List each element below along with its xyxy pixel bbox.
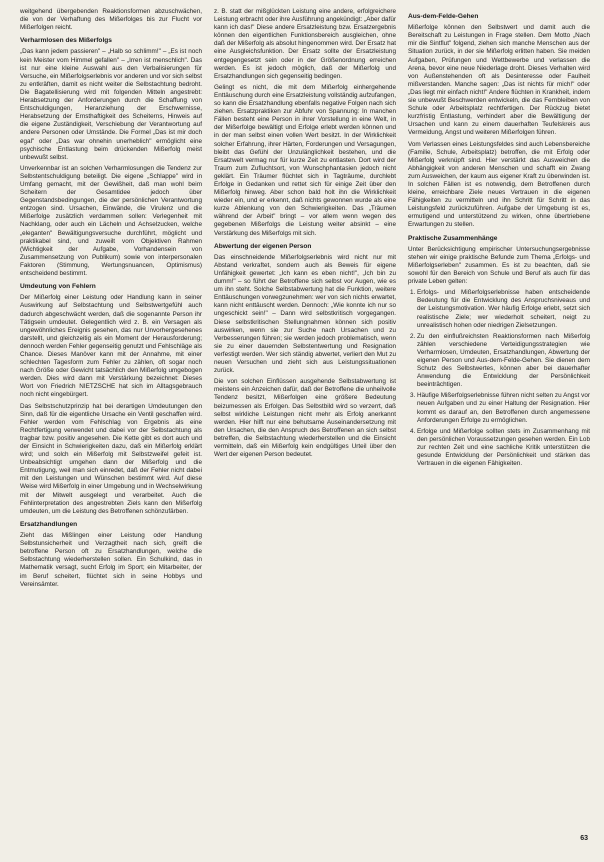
numbered-list (408, 289, 590, 468)
paragraph: Vom Verlassen eines Leistungsfeldes sind auch Lebensbereiche (Familie, Schule, Arbeitsplatz) betroffen, die mit Erfolg oder Mißerfolg verknüpft sind. Hier verstärkt das Ausweichen die Abhängigkeit von anderen Menschen und schafft ein Zwang zum Ausweichen, der kaum aus eigener Kraft zu überwinden ist. In solchen Fällen ist es notwendig, dem Betroffenen durch kleine, erreichbare Ziele neues Vertrauen in die eigenen Fähigkeiten zu vermitteln und ihn Schritt für Schritt in das Leistungsfeld zurückzuführen. Aufgabe der Umgebung ist es, ermutigend und unterstützend zu wirken, ohne übertriebene Erwartungen zu stellen. (408, 140, 590, 229)
list-item: 1. Erfolgs- und Mißerfolgserlebnisse haben entscheidende Bedeutung für die Entwicklung des Anspruchsniveaus und der Leistungsmotivation. Wer häufig Erfolge erlebt, setzt sich realistische Ziele; wer wiederholt scheitert, neigt zu unrealistisch hohen oder niedrigen Zielsetzungen. (417, 289, 590, 329)
column-middle (214, 8, 396, 828)
paragraph: Das einschneidende Mißerfolgserlebnis wird nicht nur mit Abstand verkraftet, sondern auch als Beweis für eigene Unfähigkeit gewertet: „Ich kann es eben nicht!", „Ich bin zu dumm!" – so führt der Betroffene sich selbst vor Augen, wie es um ihn steht. Solche Selbstabwertung hat die Funktion, weitere Enttäuschungen vorwegzunehmen: wer von sich nichts erwartet, kann nicht enttäuscht werden. Dennoch: „Wie konnte ich nur so ungeschickt sein!" – Dann wird selbstkritisch vorgegangen. Diese selbstkritischen Stellungnahmen können sich positiv auswirken, wenn sie zur Suche nach Ursachen und zu Verbesserungen führen; sie werden jedoch problematisch, wenn sie zu einer dauernden Selbstentwertung und Resignation verfestigt werden. Wer sich ständig abwertet, verliert den Mut zu neuen Versuchen und zieht sich aus Leistungssituationen zurück. (214, 253, 396, 375)
list-item: 4. Erfolge und Mißerfolge sollten stets im Zusammenhang mit den persönlichen Voraussetzungen gesehen werden. Ein Lob zur rechten Zeit und eine sachliche Kritik unterstützen die gesunde Entwicklung der Persönlichkeit und stärken das Vertrauen in die eigenen Fähigkeiten. (417, 428, 590, 468)
paragraph: Mißerfolge können den Selbstwert und damit auch die Bereitschaft zu Leistungen in Frage stellen. Dem Motto „Nach mir die Sintflut" folgend, ziehen sich manche Menschen aus der Situation zurück, in der sie Mißerfolg erlitten haben. Sie meiden Aufgaben, Prüfungen und Wettbewerbe und verlassen die Arena, bevor eine neue Niederlage droht. Dieses Verhalten wird von Außenstehenden oft als Desinteresse oder Faulheit mißverstanden. Manche sagen: „Das ist nichts für mich!" oder „Das liegt mir einfach nicht!" Andere flüchten in Krankheit, indem sie unbewußt Beschwerden entwickeln, die das Fernbleiben von Schule oder Arbeitsplatz rechtfertigen. Der Rückzug bietet kurzfristig Entlastung, verhindert aber die Bewältigung der Ursachen und kann zu einem dauerhaften Teufelskreis aus Vermeidung, Angst und weiteren Mißerfolgen führen. (408, 24, 590, 137)
text-columns (20, 8, 590, 828)
page-number: 63 (580, 835, 588, 842)
column-left (20, 8, 202, 828)
paragraph: Gelingt es nicht, die mit dem Mißerfolg einhergehende Enttäuschung durch eine Ersatzleistung vollständig aufzufangen, so kann die Ersatzhandlung ebenfalls negative Folgen nach sich ziehen. Ersatzpraktiken zur Abfuhr von Spannung: In manchen Fällen besteht eine Person in ihrer Vorstellung in eine Welt, in der Mißerfolge bewältigt und Erfolge erlebt werden können und in der man selbst einen vollen Wert besitzt. In der Wirklichkeit solcher Erfahrung, ihrer Härten, Forderungen und Versagungen, bleibt das Gefühl der Unzulänglichkeit bestehen, und die Ersatzwelt vermag nur für kurze Zeit zu entlasten. Dort wird der Traum zum Zufluchtsort, von Wunschphantasien jedoch nicht geklärt. Ein Träumer flüchtet sich in Tagträume, durchlebt Erfolge in Gedanken und rettet sich für einige Zeit über den Mißerfolg hinweg. Aber schon bald holt ihn die Wirklichkeit wieder ein, und er erkennt, daß nichts gewonnen wurde als eine kurze Ablenkung von den Schwierigkeiten. Das „Träumen während der Arbeit" bringt – vor allem wenn wegen des gegebenen Mißerfolgs die Leistung weiter absinkt – eine Verstärkung des Mißerfolgs mit sich. (214, 83, 396, 237)
paragraph: „Das kann jedem passieren" – „Halb so schlimm!" – „Es ist noch kein Meister vom Himmel gefallen" – „Irren ist menschlich". Das ist nur eine kleine Auswahl aus den Verbalisierungen für Versuche, ein Mißerfolgserlebnis vor anderen und vor sich selbst zu entkräften, damit es nicht weiter die Selbstachtung bedroht. Die Bagatellisierung wird mit folgenden Mitteln angestrebt: Herabsetzung der Anforderungen durch die Schaffung von Entschuldigungen, Heranziehung der Erschwernisse, Herabsetzung der Ernsthaftigkeit des Scheiterns, Hinweis auf die eigene Zuständigkeit, Verschiebung der Verantwortung auf andere Personen oder Umstände. Die Formel „Das ist mir doch egal" oder „Das war ohnehin unerheblich" ermöglicht eine psychische Entlastung beim drückenden Mißerfolg meist unbewußt selbst. (20, 48, 202, 161)
paragraph: Das Selbstschutzprinzip hat bei derartigen Umdeutungen den Sinn, daß für die eigentliche Ursache ein Ventil geschaffen wird. Fehler werden vom Fehlschlag von Ergebnis als eine Rechtfertigung verwendet und dabei vor der Selbstachtung als tragbar bzw. positiv angesehen. Die Kette gibt es dort auch und der Einsicht in Schwierigkeiten dazu, daß ein Mißerfolg erklärt wird; und solch ein Mißerfolg mit Selbstzweifel gefeit ist. Unbeabsichtigt umgehen dann der Mißerfolg und die Entmutigung, weil man sich einredet, daß der Fehler nicht dabei mit den Leistungen und Wünschen bestimmt wird. Auf diese Weise wird Mißerfolg in einer Umgebung und in Wechselwirkung mit der Mitwelt ausgelegt und verarbeitet. Auch die Fehlinterpretation des angestrebten Ziels kann den Mißerfolg umdeuten, um die Leistung des Betroffenen schönzufärben. (20, 402, 202, 515)
section-heading: Praktische Zusammenhänge (408, 234, 498, 242)
section-heading: Abwertung der eigenen Person (214, 242, 312, 250)
list-item: 3. Häufige Mißerfolgserlebnisse führen nicht selten zu Angst vor neuen Aufgaben und zu einer Haltung der Resignation. Hier kommt es darauf an, den Betroffenen durch angemessene Anforderungen Erfolge zu ermöglichen. (417, 392, 590, 424)
paragraph: Unverkennbar ist an solchen Verharmlosungen die Tendenz zur Selbstentschuldigung beteiligt. Die eigene „Schlappe" wird in Umfang gemacht, mit der Gewißheit, daß man wohl beim Scheitern der Gesamtidee jedoch über Gegenstandsbedingungen, die der persönlichen Verantwortung entzogen sind. Ursachen, Einwände, die Virulenz und die Mißerfolge zusätzlich verdammen sollen: Verlegenheit mit Nachklang, oder auch ein Lächeln und Achselzucken, welche „eleganten" Bewältigungsversuche durchführt, möglicht und praktikabel sind, und zuweilt vom Objektiven Rahmen (Wichtigkeit der Aufgabe, Vorhandensein von Zusammensetzung von Publikum) sowie von interpersonalen Faktoren (Stimmung, Wertungsnuancen, Optimismus) entscheidend bestimmt. (20, 164, 202, 278)
section-heading: Verharmlosen des Mißerfolgs (20, 37, 112, 45)
paragraph: weitgehend übergebenden Reaktionsformen abzuschwächen, die von der Verhaftung des Mißerfolges bis zur Flucht vor Mißerfolgen reicht. (20, 8, 202, 32)
paragraph: Die von solchen Einflüssen ausgehende Selbstabwertung ist meistens ein Anzeichen dafür, daß der Betroffene die unheilvolle Tendenz besitzt, Mißerfolgen eine größere Bedeutung beizumessen als Erfolgen. Das Selbstbild wird so verzerrt, daß selbst wirkliche Leistungen nicht mehr als Erfolg anerkannt werden. Hier hilft nur eine behutsame Auseinandersetzung mit den Ursachen, die den Anspruch des Betroffenen an sich selbst betreffen, die Selbstachtung wiederherstellen und die Einsicht vermitteln, daß ein Mißerfolg kein endgültiges Urteil über den Wert der eigenen Person bedeutet. (214, 378, 396, 459)
paragraph: Der Mißerfolg einer Leistung oder Handlung kann in seiner Auswirkung auf Selbstachtung und Selbstwertgefühl auch dadurch abgeschwächt werden, daß die sogenannte Person ihr Tätigsein umdeutet. Gelegentlich wird z. B. ein Versagen als ungewöhnliches Ereignis gesehen, das nur Unvorhergesehenes darstellt, und gleichzeitig als ein Moment der Herausforderung; dennoch werden Fehler gegenseitig genutzt und Fehlschläge als Chance. Dieses Manöver kann mit der Annahme, mit einer schlechten Tagesform zum Fehler zu zählen, oft sogar noch nach Größe oder Gewicht tatsächlich den Mißerfolg umgebogen werden. Dies wird dann mit Verstärkung bezeichnet: Dieses Wort von Friedrich NIETZSCHE hat sich im Alltagsgebrauch noch nicht eingebürgert. (20, 294, 202, 399)
section-heading: Aus-dem-Felde-Gehen (408, 13, 479, 20)
paragraph: Zieht das Mißlingen einer Leistung oder Handlung Selbstunsicherheit und Verzagtheit nach sich, greift die betroffene Person oft zu Ersatzhandlungen, welche die Selbstachtung wiederherstellen sollen. Ein Schulkind, das in Mathematik versagt, sucht Erfolg im Sport; ein Mitarbeiter, der im Beruf scheitert, flüchtet sich in seine Hobbys und Vereinsämter. (20, 532, 202, 588)
column-right (408, 8, 590, 828)
section-heading: Ersatzhandlungen (20, 520, 78, 528)
section-heading: Umdeutung von Fehlern (20, 283, 96, 291)
paragraph: Unter Berücksichtigung empirischer Untersuchungsergebnisse stehen wir einige praktische Befunde zum Thema „Erfolgs- und Mißerfolgserleben" zusammen. Es ist zu beachten, daß sie sowohl für den Bereich von Schule und Beruf als auch für das private Leben gelten: (408, 245, 590, 286)
list-item: 2. Zu den einflußreichsten Reaktionsformen nach Mißerfolg zählen verschiedene Verteidigungsstrategien wie Verharmlosen, Umdeuten, Ersatzhandlungen, Abwertung der eigenen Person und Aus-dem-Felde-Gehen. Sie dienen dem Schutz des Selbstwertes, können aber bei dauerhafter Anwendung die Entwicklung der Persönlichkeit beeinträchtigen. (417, 333, 590, 390)
paragraph: z. B. statt der mißglückten Leistung eine andere, erfolgreichere Leistung erbracht oder ihre Ausführung angekündigt: „Aber dafür kann ich das!" Diese andere Ersatzleistung bzw. Ersatzergebnis können den eigentlichen Funktionsbereich ausgleichen, ohne daß der Mißerfolg als absolut hingenommen wird. Der Ersatz hat eine Ausgleichsfunktion. Der Ersatz sollte der Ersatzleistung entgegengesetzt sein oder in der Größenordnung erreichen werden. Es ist jedoch möglich, daß der Mißerfolg und Ersatzhandlungen sich gegenseitig bedingen. (214, 8, 396, 80)
